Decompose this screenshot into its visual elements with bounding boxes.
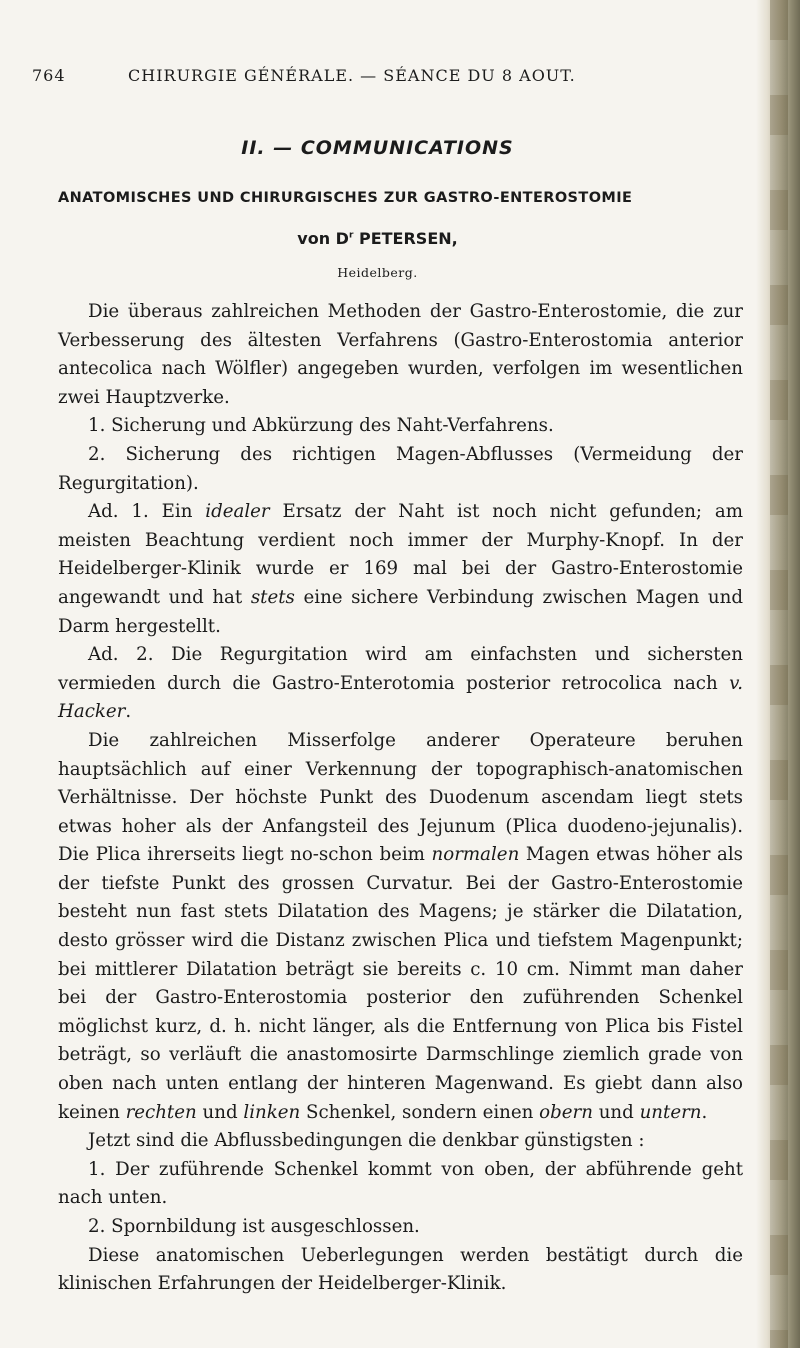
paragraph-text: Ersatz der Naht ist noch nicht gefunden; am meisten Beachtung verdient noch immer der Murphy-Knopf. In der Heidelberger-Klinik wurde er 169 mal bei der Gastro-Enterostomie angewandt und hat	[58, 501, 743, 608]
paragraph-p2	[58, 412, 743, 441]
paragraph-p6	[58, 727, 743, 1127]
emphasis-text: stets	[250, 586, 295, 608]
running-head	[32, 66, 736, 92]
emphasis-text: rechten	[125, 1101, 197, 1123]
byline-sup: r	[348, 230, 354, 241]
article-title: ANATOMISCHES UND CHIRURGISCHES ZUR GASTRO-ENTEROSTOMIE	[58, 190, 633, 206]
emphasis-text: untern	[639, 1101, 702, 1123]
paragraph-text: Die zahlreichen Misserfolge anderer Operateure beruhen hauptsächlich auf einer Verkennung der topographisch-anatomischen Verhältnisse. Der höchste Punkt des Duodenum ascendam liegt stets etwas hoher als der Anfangsteil des Jejunum (Plica duodeno-jejunalis). Die Plica ihrerseits liegt no-schon beim	[58, 729, 743, 866]
paragraph-p9	[58, 1213, 743, 1242]
paragraph-text: 1. Sicherung und Abkürzung des Naht-Verfahrens.	[88, 415, 554, 437]
byline	[0, 229, 755, 248]
emphasis-text: idealer	[205, 501, 270, 523]
paragraph-text: .	[125, 701, 132, 723]
paragraph-p7	[58, 1127, 743, 1156]
paragraph-p1	[58, 298, 743, 412]
paragraph-text: 2. Spornbildung ist ausgeschlossen.	[88, 1216, 420, 1237]
article-body	[58, 298, 743, 1299]
paragraph-text: Jetzt sind die Abflussbedingungen die denkbar günstigsten :	[88, 1130, 645, 1152]
paragraph-text: Die überaus zahlreichen Methoden der Gastro-Enterostomie, die zur Verbesserung des ältesten Verfahrens (Gastro-Enterostomia anterior antecolica nach Wölfler) angegeben wurden, verfolgen im wesentlichen zwei Hauptzverke.	[58, 301, 743, 408]
author-place: Heidelberg.	[337, 265, 418, 280]
paragraph-text: und	[592, 1101, 640, 1123]
emphasis-text: v. Hacker	[58, 672, 743, 723]
byline-prefix: von D	[297, 229, 349, 248]
paragraph-text: .	[701, 1101, 708, 1123]
paragraph-p5	[58, 641, 743, 727]
paragraph-p8	[58, 1156, 743, 1213]
paragraph-text: Ad. 2. Die Regurgitation wird am einfachsten und sichersten vermieden durch die Gastro-Enterotomia posterior retrocolica nach	[58, 644, 743, 694]
paragraph-p4	[58, 498, 743, 641]
paragraph-text: Diese anatomischen Ueberlegungen werden bestätigt durch die klinischen Erfahrungen der Heidelberger-Klinik.	[58, 1244, 743, 1295]
emphasis-text: linken	[243, 1101, 301, 1123]
section-title: II. — COMMUNICATIONS	[241, 137, 514, 159]
paragraph-p10	[58, 1242, 743, 1299]
paragraph-text: Schenkel, sondern einen	[300, 1101, 540, 1123]
paragraph-text: Ad. 1. Ein	[88, 501, 206, 523]
running-title: CHIRURGIE GÉNÉRALE. — SÉANCE DU 8 AOUT.	[128, 66, 576, 85]
emphasis-text: obern	[539, 1101, 593, 1123]
page-edge-shadow	[756, 0, 800, 1348]
paragraph-text: Magen etwas höher als der tiefste Punkt des grossen Curvatur. Bei der Gastro-Enterostomie besteht nun fast stets Dilatation des Magens; je stärker die Dilatation, desto grösser wird die Distanz zwischen Plica und tiefstem Magenpunkt; bei mittlerer Dilatation beträgt sie bereits c. 10 cm. Nimmt man daher bei der Gastro-Enterostomia posterior den zuführenden Schenkel möglichst kurz, d. h. nicht länger, als die Entfernung von Plica bis Fistel beträgt, so verläuft die anastomosirte Darmschlinge ziemlich grade von oben nach unten entlang der hinteren Magenwand. Es giebt dann also keinen	[58, 844, 744, 1123]
paragraph-text: eine sichere Verbindung zwischen Magen und Darm hergestellt.	[58, 586, 743, 637]
author-name: PETERSEN,	[358, 229, 458, 248]
paragraph-text: 2. Sicherung des richtigen Magen-Abflusses (Vermeidung der Regurgitation).	[58, 443, 743, 494]
paragraph-text: und	[196, 1101, 244, 1123]
paragraph-p3	[58, 441, 743, 498]
emphasis-text: normalen	[431, 844, 520, 866]
paragraph-text: 1. Der zuführende Schenkel kommt von oben, der abführende geht nach unten.	[58, 1158, 743, 1209]
page-number: 764	[32, 66, 66, 85]
